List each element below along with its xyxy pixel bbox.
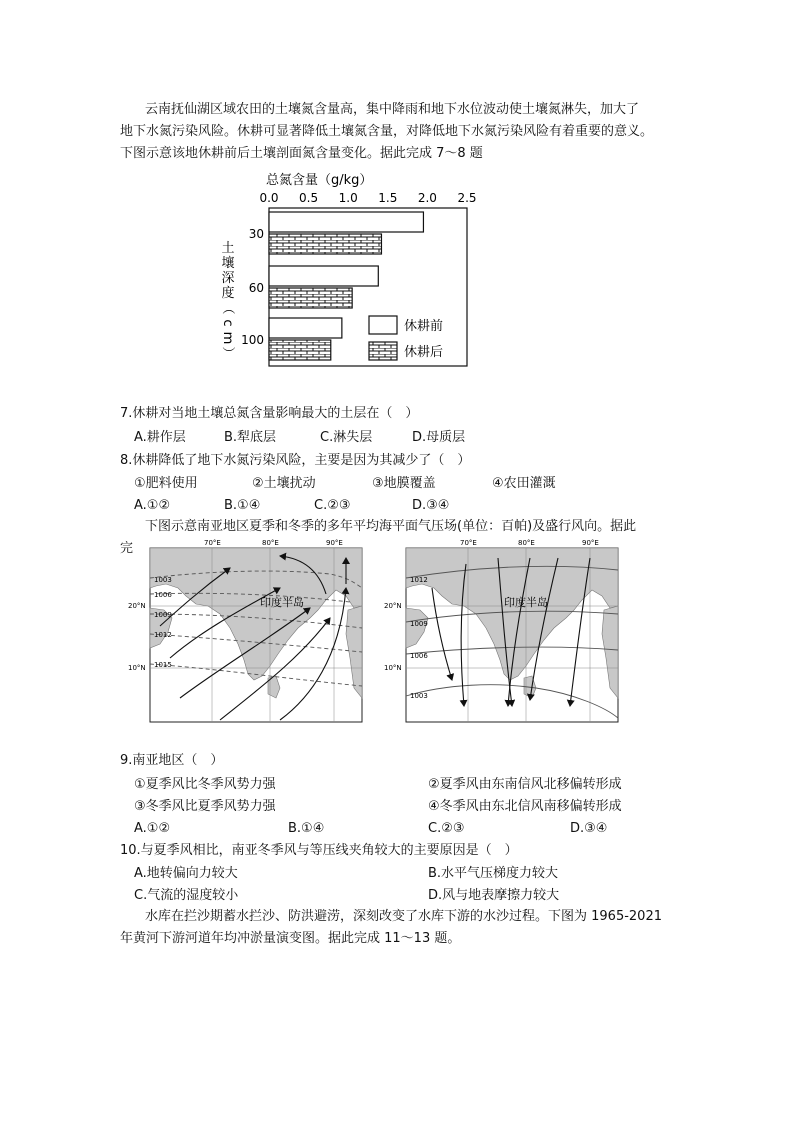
q8-option-c[interactable]: C.②③ bbox=[314, 498, 351, 513]
summer-lat-label: 10°N bbox=[128, 664, 146, 672]
q10-option-a[interactable]: A.地转偏向力较大 bbox=[134, 866, 238, 881]
summer-lon-label: 90°E bbox=[326, 539, 343, 547]
legend-swatch bbox=[369, 342, 397, 360]
x-tick-label: 1.0 bbox=[338, 191, 358, 205]
q7-option-c[interactable]: C.淋失层 bbox=[320, 430, 373, 445]
q8-item-3: ③地膜覆盖 bbox=[372, 476, 436, 491]
y-axis-label-char: 土 bbox=[221, 241, 235, 256]
category-label: 30 bbox=[248, 227, 264, 241]
q7-option-a[interactable]: A.耕作层 bbox=[134, 430, 186, 445]
category-label: 100 bbox=[241, 333, 264, 347]
x-tick-label: 2.5 bbox=[457, 191, 477, 205]
winter-isobar-label: 1006 bbox=[410, 652, 428, 660]
summer-map bbox=[150, 548, 362, 722]
bar-before-fallow bbox=[269, 266, 378, 286]
passage2-line1: 下图示意南亚地区夏季和冬季的多年平均海平面气压场(单位：百帕)及盛行风向。据此 bbox=[145, 519, 637, 534]
winter-lon-label: 80°E bbox=[518, 539, 535, 547]
passage1-line1: 云南抚仙湖区域农田的土壤氮含量高，集中降雨和地下水位波动使土壤氮淋失，加大了 bbox=[145, 102, 640, 117]
q9-item-3: ③冬季风比夏季风势力强 bbox=[134, 799, 276, 814]
winter-isobar-label: 1012 bbox=[410, 576, 428, 584]
q9-item-4: ④冬季风由东北信风南移偏转形成 bbox=[428, 799, 622, 814]
q9-option-d[interactable]: D.③④ bbox=[570, 821, 608, 836]
q8-item-4: ④农田灌溉 bbox=[492, 476, 556, 491]
q9-stem: 9.南亚地区（ ） bbox=[120, 753, 224, 768]
q8-option-d[interactable]: D.③④ bbox=[412, 498, 450, 513]
passage3-line1: 水库在拦沙期蓄水拦沙、防洪避涝，深刻改变了水库下游的水沙过程。下图为 1965-2021 bbox=[145, 909, 662, 924]
q10-option-c[interactable]: C.气流的湿度较小 bbox=[134, 888, 239, 903]
q9-option-b[interactable]: B.①④ bbox=[288, 821, 325, 836]
winter-isobar-label: 1009 bbox=[410, 620, 428, 628]
chart-title: 总氮含量（g/kg） bbox=[266, 173, 373, 188]
q7-option-b[interactable]: B.犁底层 bbox=[224, 430, 277, 445]
passage1-line3: 下图示意该地休耕前后土壤剖面氮含量变化。据此完成 7～8 题 bbox=[120, 146, 483, 161]
summer-isobar-label: 1012 bbox=[154, 631, 172, 639]
winter-lon-label: 70°E bbox=[460, 539, 477, 547]
summer-isobar-label: 1015 bbox=[154, 661, 172, 669]
q8-item-2: ②土壤扰动 bbox=[252, 476, 316, 491]
y-axis-label-char: 深 bbox=[221, 271, 235, 286]
q10-stem: 10.与夏季风相比，南亚冬季风与等压线夹角较大的主要原因是（ ） bbox=[120, 843, 518, 858]
x-tick-label: 2.0 bbox=[417, 191, 437, 205]
winter-lon-label: 90°E bbox=[582, 539, 599, 547]
y-axis-label-char: m bbox=[220, 331, 235, 345]
legend-label: 休耕前 bbox=[404, 319, 444, 334]
summer-isobar-label: 1009 bbox=[154, 611, 172, 619]
winter-lat-label: 10°N bbox=[384, 664, 402, 672]
bar-after-fallow bbox=[269, 234, 381, 254]
y-axis-label bbox=[220, 240, 235, 360]
y-axis-label-char: 度 bbox=[221, 286, 235, 301]
q8-option-b[interactable]: B.①④ bbox=[224, 498, 261, 513]
x-tick-labels bbox=[259, 191, 476, 205]
bar-after-fallow bbox=[269, 288, 352, 308]
summer-isobar-label: 1006 bbox=[154, 591, 172, 599]
winter-isobar-label: 1003 bbox=[410, 692, 428, 700]
legend-swatch bbox=[369, 316, 397, 334]
bar-before-fallow bbox=[269, 318, 342, 338]
summer-lat-label: 20°N bbox=[128, 602, 146, 610]
category-labels bbox=[241, 227, 264, 347]
legend-label: 休耕后 bbox=[404, 345, 444, 360]
q10-option-b[interactable]: B.水平气压梯度力较大 bbox=[428, 866, 559, 881]
summer-peninsula-label: 印度半岛 bbox=[260, 596, 304, 609]
x-tick-label: 0.0 bbox=[259, 191, 279, 205]
bar-after-fallow bbox=[269, 340, 331, 360]
q8-stem: 8.休耕降低了地下水氮污染风险，主要是因为其减少了（ ） bbox=[120, 453, 471, 468]
q9-option-c[interactable]: C.②③ bbox=[428, 821, 465, 836]
passage1-line2: 地下水氮污染风险。休耕可显著降低土壤氮含量，对降低地下水氮污染风险有着重要的意义。 bbox=[120, 124, 654, 139]
q8-item-1: ①肥料使用 bbox=[134, 476, 198, 491]
q7-stem: 7.休耕对当地土壤总氮含量影响最大的土层在（ ） bbox=[120, 406, 419, 421]
q9-item-2: ②夏季风由东南信风北移偏转形成 bbox=[428, 777, 622, 792]
q7-option-d[interactable]: D.母质层 bbox=[412, 430, 466, 445]
passage3-line2: 年黄河下游河道年均冲淤量演变图。据此完成 11～13 题。 bbox=[120, 931, 461, 946]
q10-option-d[interactable]: D.风与地表摩擦力较大 bbox=[428, 888, 560, 903]
legend bbox=[369, 316, 443, 360]
category-label: 60 bbox=[248, 281, 264, 295]
winter-peninsula-label: 印度半岛 bbox=[504, 596, 548, 609]
winter-map bbox=[406, 548, 618, 722]
q9-item-1: ①夏季风比冬季风势力强 bbox=[134, 777, 276, 792]
q9-option-a[interactable]: A.①② bbox=[134, 821, 171, 836]
x-tick-label: 1.5 bbox=[378, 191, 398, 205]
bars bbox=[269, 212, 423, 360]
winter-lat-label: 20°N bbox=[384, 602, 402, 610]
y-axis-label-char: （ bbox=[220, 301, 235, 315]
south-asia-pressure-maps bbox=[120, 536, 640, 726]
summer-isobar-label: 1003 bbox=[154, 576, 172, 584]
y-axis-label-char: ） bbox=[220, 346, 235, 360]
bar-before-fallow bbox=[269, 212, 423, 232]
summer-lon-label: 70°E bbox=[204, 539, 221, 547]
passage2-line2: 完 bbox=[120, 541, 134, 556]
x-tick-label: 0.5 bbox=[299, 191, 319, 205]
nitrogen-bar-chart bbox=[214, 168, 477, 373]
y-axis-label-char: 壤 bbox=[221, 256, 235, 271]
q8-option-a[interactable]: A.①② bbox=[134, 498, 171, 513]
summer-lon-label: 80°E bbox=[262, 539, 279, 547]
y-axis-label-char: c bbox=[220, 319, 235, 327]
